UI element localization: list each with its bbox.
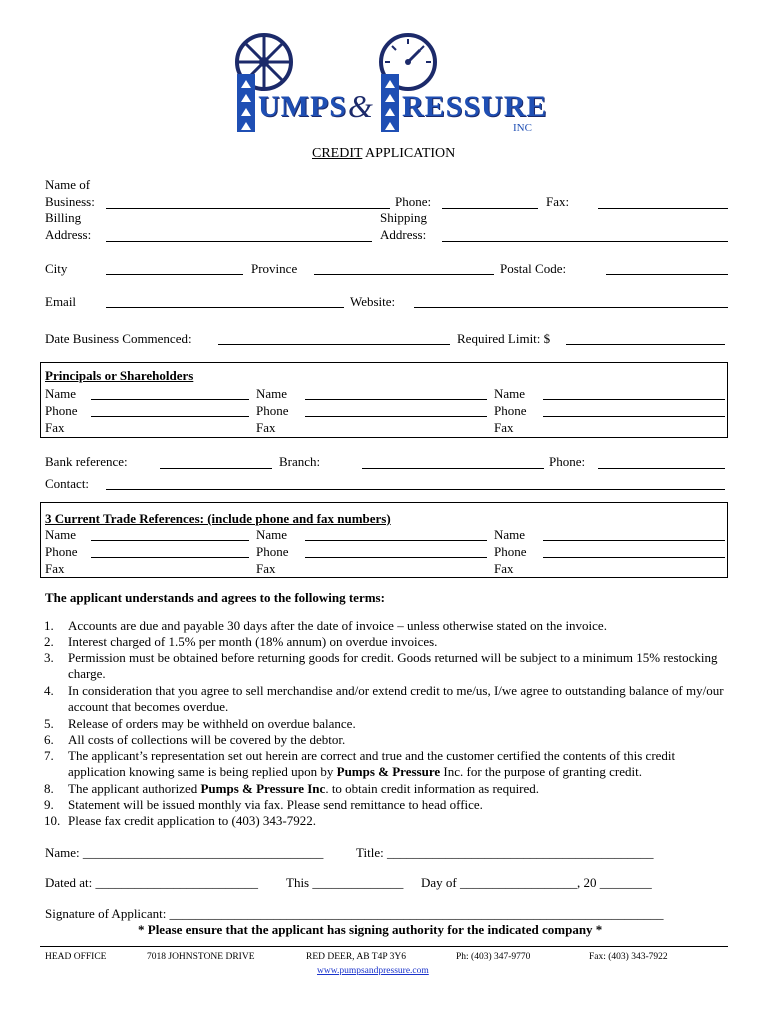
term-text (68, 781, 734, 797)
footer-divider (40, 946, 728, 947)
trade-3-phone-label: Phone (494, 544, 527, 559)
term-text-before: The applicant authorized (68, 781, 201, 796)
term-number: 5. (44, 716, 54, 731)
principal-2-phone-label: Phone (256, 403, 289, 418)
label-branch: Branch: (279, 454, 321, 469)
term-5 (44, 716, 734, 732)
term-9 (44, 797, 734, 813)
term-text: All costs of collections will be covered by the debtor. (68, 732, 346, 747)
branch-field[interactable] (362, 468, 544, 469)
form-title (312, 146, 455, 162)
shipping-address-field[interactable] (442, 241, 728, 242)
company-name-bold: Pumps & Pressure Inc (200, 781, 326, 796)
label-fax: Fax: (546, 194, 570, 209)
website-field[interactable] (414, 307, 728, 308)
term-text: Permission must be obtained before returning goods for credit. Goods returned will be subject to a minimum 15% restocking charge. (68, 650, 718, 682)
trade-2-fax-label: Fax (256, 561, 276, 576)
term-number: 6. (44, 732, 54, 747)
principals-title: Principals or Shareholders (45, 368, 194, 383)
label-contact: Contact: (45, 476, 90, 491)
business-name-field[interactable] (106, 208, 390, 209)
principal-3-name-field[interactable] (543, 399, 725, 400)
footer-fax: Fax: (403) 343-7922 (589, 952, 668, 962)
term-8 (44, 781, 734, 797)
principal-1-name-label: Name (45, 386, 77, 401)
label-shipping: Shipping (380, 210, 427, 225)
term-number: 9. (44, 797, 54, 812)
required-limit-field[interactable] (566, 344, 725, 345)
label-required-limit: Required Limit: $ (457, 331, 551, 346)
principal-1-name-field[interactable] (91, 399, 249, 400)
term-number: 8. (44, 781, 54, 796)
logo-text-pressure: RESSURE (402, 90, 548, 123)
trade-3-phone-field[interactable] (543, 557, 725, 558)
label-billing: Billing (45, 210, 82, 225)
term-text-after: . to obtain credit information as required. (325, 781, 540, 796)
bank-phone-field[interactable] (598, 468, 725, 469)
trade-1-phone-label: Phone (45, 544, 78, 559)
footer-street: 7018 JOHNSTONE DRIVE (147, 952, 255, 962)
applicant-title-field[interactable]: Title: _________________________________________ (356, 845, 654, 860)
term-text: Release of orders may be withheld on overdue balance. (68, 716, 356, 731)
label-date-commenced: Date Business Commenced: (45, 331, 192, 346)
label-website: Website: (350, 294, 396, 309)
trade-2-phone-label: Phone (256, 544, 289, 559)
date-commenced-field[interactable] (218, 344, 450, 345)
footer-website-link[interactable]: www.pumpsandpressure.com (317, 966, 429, 976)
term-text: Please fax credit application to (403) 343-7922. (68, 813, 317, 828)
fax-field[interactable] (598, 208, 728, 209)
signature-field[interactable]: Signature of Applicant: ____________________________________________________________________________ (45, 906, 664, 921)
term-number: 7. (44, 748, 54, 763)
term-text: Accounts are due and payable 30 days after the date of invoice – unless otherwise stated on the invoice. (68, 618, 607, 633)
footer-head-office: HEAD OFFICE (45, 952, 107, 962)
trade-references-title: 3 Current Trade References: (include phone and fax numbers) (45, 511, 391, 526)
principal-1-phone-label: Phone (45, 403, 78, 418)
trade-1-phone-field[interactable] (91, 557, 249, 558)
trade-2-name-field[interactable] (305, 540, 487, 541)
authority-note: * Please ensure that the applicant has signing authority for the indicated company * (138, 922, 603, 937)
bank-reference-field[interactable] (160, 468, 272, 469)
company-logo (228, 30, 548, 140)
label-name-of: Name of (45, 177, 91, 192)
day-of-field[interactable]: Day of __________________, 20 ________ (421, 875, 652, 890)
term-number: 2. (44, 634, 54, 649)
city-field[interactable] (106, 274, 243, 275)
principal-3-phone-label: Phone (494, 403, 527, 418)
term-text: In consideration that you agree to sell merchandise and/or extend credit to me/us, I/we agree to outstanding balance of my/our account that becomes overdue. (68, 683, 724, 715)
footer-city: RED DEER, AB T4P 3Y6 (306, 952, 407, 962)
postal-code-field[interactable] (606, 274, 728, 275)
dated-at-field[interactable]: Dated at: _________________________ (45, 875, 259, 890)
label-city: City (45, 261, 68, 276)
footer-phone: Ph: (403) 347-9770 (456, 952, 531, 962)
principal-3-phone-field[interactable] (543, 416, 725, 417)
term-text: Statement will be issued monthly via fax. Please send remittance to head office. (68, 797, 483, 812)
principal-2-phone-field[interactable] (305, 416, 487, 417)
label-bank-reference: Bank reference: (45, 454, 128, 469)
principal-3-fax-label: Fax (494, 420, 514, 435)
label-billing-address: Address: (45, 227, 92, 242)
term-1 (44, 618, 734, 634)
email-field[interactable] (106, 307, 344, 308)
term-number: 3. (44, 650, 54, 665)
trade-references-section (40, 502, 728, 578)
principals-section (40, 362, 728, 438)
term-number: 10. (44, 813, 61, 828)
logo-text-pumps: UMPS (258, 90, 347, 123)
this-field[interactable]: This ______________ (286, 875, 404, 890)
label-phone: Phone: (395, 194, 432, 209)
term-text-before: The applicant’s representation set out herein are correct and true and the customer certified the contents of this credit application knowing same is being replied upon by (68, 748, 676, 780)
applicant-name-field[interactable]: Name: _____________________________________ (45, 845, 324, 860)
trade-1-name-label: Name (45, 527, 77, 542)
trade-3-name-label: Name (494, 527, 526, 542)
term-6 (44, 732, 734, 748)
term-text-after: Inc. for the purpose of granting credit. (440, 764, 642, 780)
logo-text-ampersand: & (348, 88, 373, 124)
principal-3-name-label: Name (494, 386, 526, 401)
form-title-credit: CREDIT (312, 146, 363, 161)
label-bank-phone: Phone: (549, 454, 586, 469)
label-shipping-address: Address: (380, 227, 427, 242)
principal-1-fax-label: Fax (45, 420, 65, 435)
principal-1-phone-field[interactable] (91, 416, 249, 417)
term-2 (44, 634, 734, 650)
term-7 (44, 748, 734, 781)
label-province: Province (251, 261, 298, 276)
term-10 (44, 813, 734, 829)
term-text (68, 748, 734, 781)
trade-1-name-field[interactable] (91, 540, 249, 541)
trade-2-phone-field[interactable] (305, 557, 487, 558)
principal-2-name-label: Name (256, 386, 288, 401)
form-title-application: APPLICATION (362, 146, 456, 161)
term-3 (44, 650, 734, 683)
province-field[interactable] (314, 274, 494, 275)
term-text: Interest charged of 1.5% per month (18% annum) on overdue invoices. (68, 634, 438, 649)
trade-1-fax-label: Fax (45, 561, 65, 576)
contact-field[interactable] (106, 489, 725, 490)
phone-field[interactable] (442, 208, 538, 209)
label-postal-code: Postal Code: (500, 261, 567, 276)
principal-2-fax-label: Fax (256, 420, 276, 435)
term-4 (44, 683, 734, 716)
billing-address-field[interactable] (106, 241, 372, 242)
logo-text-inc: INC (513, 122, 532, 134)
term-number: 4. (44, 683, 54, 698)
term-number: 1. (44, 618, 54, 633)
label-business: Business: (45, 194, 95, 209)
trade-3-fax-label: Fax (494, 561, 514, 576)
label-email: Email (45, 294, 77, 309)
principal-2-name-field[interactable] (305, 399, 487, 400)
trade-2-name-label: Name (256, 527, 288, 542)
terms-heading: The applicant understands and agrees to the following terms: (45, 590, 385, 605)
trade-3-name-field[interactable] (543, 540, 725, 541)
company-name-bold: Pumps & Pressure (336, 764, 441, 780)
